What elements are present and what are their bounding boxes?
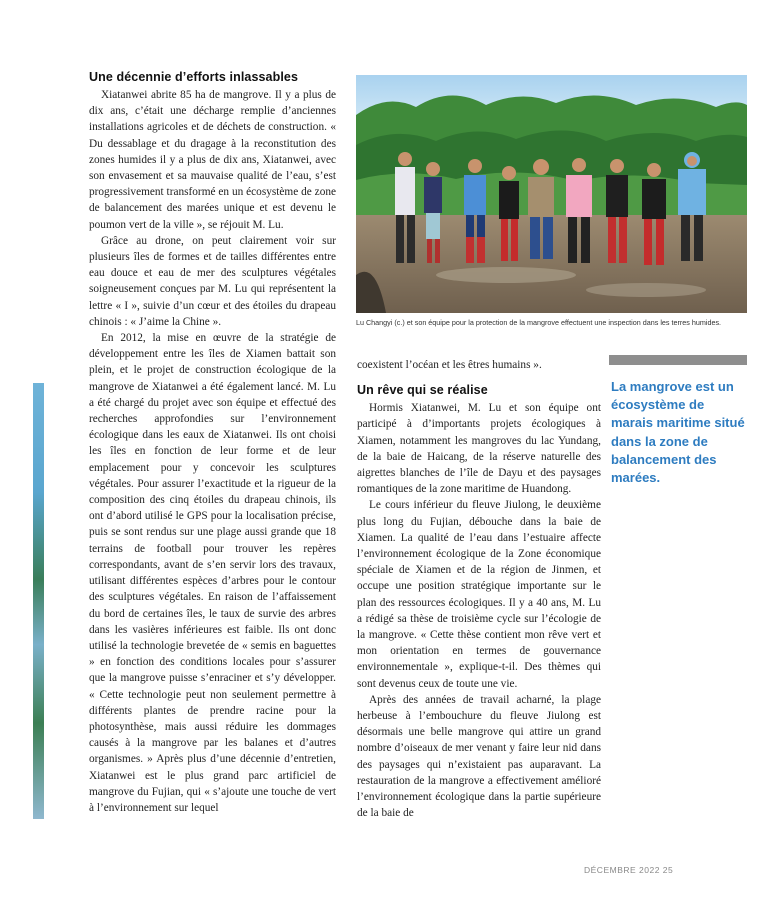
- body-paragraph: Xiatanwei abrite 85 ha de mangrove. Il y a plus de dix ans, c’était une décharge remplie d’anciennes installations agricoles et de déchets de construction. « Du dessablage et du dragage à la reconstitution des zones humides il y a plus de dix ans, Xiatanwei, avec son envasement et sa mauvaise qualité de l’eau, s’est progressivement transformé en un écosystème de zone de balancement des marées unique et est devenu le poumon vert de la ville », se réjouit M. Lu.: [89, 89, 336, 231]
- pull-quote: La mangrove est un écosystème de marais maritime situé dans la zone de balancement des marées.: [611, 379, 745, 486]
- continuation-text: coexistent l’océan et les êtres humains ».: [357, 359, 542, 371]
- middle-column: [357, 357, 601, 821]
- article-photo: [356, 75, 747, 313]
- body-paragraph: Le cours inférieur du fleuve Jiulong, le deuxième plus long du Fujian, débouche dans la baie de Xiamen. La qualité de l’eau dans l’estuaire affecte l’environnement écologique de la Zone économique spéciale de Xiamen et de la région de Jinmen, et occupe une position stratégique importante sur le plan des ressources écologiques. Il y a 40 ans, M. Lu a rédigé sa thèse de troisième cycle sur l’écologie de la mangrove. « Cette thèse contient mon rêve vert et mon orientation en termes de gouvernance environnementale », explique-t-il. Des thèmes qui sont devenus ceux de toute une vie.: [357, 499, 601, 690]
- body-paragraph: Après des années de travail acharné, la plage herbeuse à l’embouchure du fleuve Jiulong est désormais une belle mangrove qui attire un grand nombre d’oiseaux de mer venant y faire leur nid dans des paysages qui n’existaient pas auparavant. La restauration de la mangrove a effectivement amélioré l’environnement écologique dans la partie supérieure de la baie de: [357, 693, 601, 820]
- page-folio: DÉCEMBRE 2022 25: [584, 865, 674, 875]
- pull-quote-bar: [609, 355, 747, 365]
- body-paragraph: Hormis Xiatanwei, M. Lu et son équipe ont participé à d’importants projets écologiques à Xiamen, notamment les mangroves du lac Yundang, de la baie de Haicang, de la réserve naturelle des aigrettes blanches de l’île de Dayu et des paysages romantiques de la zone maritime de Huandong.: [357, 402, 601, 496]
- section-heading-2: Un rêve qui se réalise: [357, 383, 488, 398]
- body-paragraph: En 2012, la mise en œuvre de la stratégie de développement entre les îles de Xiamen battait son plein, et le projet de construction écologique de la mangrove de Xiatanwei a été également lancé. M. Lu a été chargé du projet avec son équipe et effectué des recherches approfondies sur l’environnement écologique dans les eaux de Xiatanwei. Ils ont choisi les îles en fonction de leur forme et de leur emplacement pour y concevoir les sculptures végétales. Pour assurer l’exactitude et la rigueur de la composition des cinq étoiles du drapeau chinois, ils ont d’abord utilisé le GPS pour la localisation précise, puis se sont rendus sur une plage aussi grande que 18 terrains de football pour trouver les repères correspondants, avant de s’en servir lors des travaux, utilisant différentes espèces d’arbres pour le contour des sculptures végétales. En raison de l’affaissement du bord de certaines îles, le taux de survie des arbres dans les vasières inférieures est faible. Ils ont donc utilisé la technologie brevetée de « semis en baguettes » en fonction des conditions locales pour s’assurer que la mangrove puisse s’enraciner et s’y développer. « Cette technologie peut non seulement permettre à différents plantes de prendre racine pour la photosynthèse, mais aussi réduire les dommages causés à la mangrove par les balanes et d’autres organismes. » Après plus d’une décennie d’entretien, Xiatanwei est le plus grand parc artificiel de mangrove du Fujian, qui « s’ajoute une touche de vert à l’environnement sur lequel: [89, 332, 336, 814]
- section-heading-1: Une décennie d’efforts inlassables: [89, 70, 299, 84]
- team-mangrove-photo: [356, 75, 747, 313]
- side-photo-strip: [33, 383, 44, 819]
- left-column: [89, 70, 336, 816]
- body-paragraph: Grâce au drone, on peut clairement voir sur plusieurs îles de formes et de tailles différentes entre eau douce et eau de mer des sculptures végétales soigneusement conçues par M. Lu qui représentent la lettre « I », suivie d’un cœur et des étoiles du drapeau chinois : « J’aime la Chine ».: [89, 234, 336, 328]
- photo-caption: Lu Changyi (c.) et son équipe pour la protection de la mangrove effectuent une inspection dans les terres humides.: [356, 318, 722, 327]
